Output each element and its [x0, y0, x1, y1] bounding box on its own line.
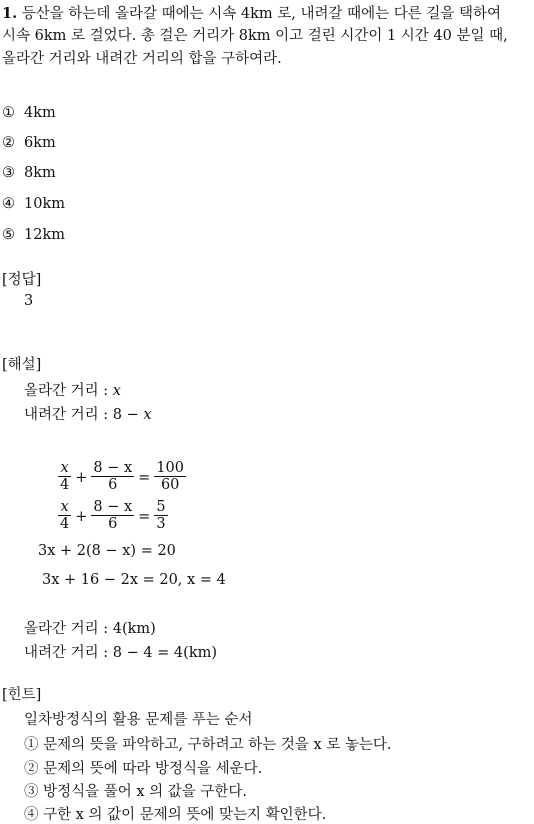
plus-sign: + [75, 508, 88, 525]
fraction: $\frac{x}{4}$ [60, 499, 70, 532]
choice-text: 8km [24, 165, 56, 181]
fraction: $\frac{8 - x}{6}$ [93, 499, 133, 532]
fraction: $\frac{5}{3}$ [156, 499, 166, 532]
answer-value: 3 [24, 293, 34, 309]
question-line-1 [2, 2, 501, 26]
hint-heading: [힌트] [2, 687, 42, 703]
choice-mark: ⑤ [2, 227, 15, 243]
plus-sign: + [75, 469, 88, 486]
choice-4[interactable] [2, 196, 65, 212]
choice-mark: ④ [2, 196, 15, 212]
explanation-heading: [해설] [2, 357, 42, 373]
equation-1 [58, 461, 186, 494]
up-distance-line [24, 379, 121, 400]
equals-sign: = [138, 508, 151, 525]
question-number: 1. [2, 5, 18, 22]
up-distance-label: 올라간 거리 : [24, 383, 113, 399]
choice-mark: ② [2, 135, 15, 151]
down-distance-label: 내려간 거리 : 8 − [24, 407, 144, 423]
hint-step-2: ② 문제의 뜻에 따라 방정식을 세운다. [24, 761, 263, 777]
equation-3: 3x + 2(8 − x) = 20 [38, 543, 176, 559]
choice-text: 6km [24, 135, 56, 151]
fraction: $\frac{x}{4}$ [60, 460, 70, 493]
result-down-distance: 내려간 거리 : 8 − 4 = 4(km) [24, 645, 218, 661]
answer-heading: [정답] [2, 272, 42, 288]
question-line-2: 시속 6km 로 걸었다. 총 걸은 거리가 8km 이고 걸린 시간이 1 시간 40 분일 때, [2, 28, 508, 44]
result-up-distance: 올라간 거리 : 4(km) [24, 621, 156, 637]
choice-1[interactable] [2, 105, 56, 121]
hint-title: 일차방정식의 활용 문제를 푸는 순서 [24, 712, 253, 728]
question-text-1: 등산을 하는데 올라갈 때에는 시속 4km 로, 내려갈 때에는 다른 길을 택하여 [21, 6, 502, 22]
down-distance-line [24, 403, 152, 424]
fraction: $\frac{8 - x}{6}$ [93, 460, 133, 493]
fraction: $\frac{100}{60}$ [156, 460, 185, 493]
equation-2 [58, 500, 168, 533]
hint-step-1: ① 문제의 뜻을 파악하고, 구하려고 하는 것을 x 로 놓는다. [24, 737, 392, 753]
question-line-3: 올라간 거리와 내려간 거리의 합을 구하여라. [2, 51, 282, 67]
choice-text: 10km [24, 196, 65, 212]
down-distance-var: x [143, 407, 152, 423]
up-distance-var: x [112, 383, 121, 399]
choice-text: 12km [24, 227, 65, 243]
hint-step-3: ③ 방정식을 풀어 x 의 값을 구한다. [24, 784, 248, 800]
equation-4: 3x + 16 − 2x = 20, x = 4 [42, 572, 226, 588]
choice-3[interactable] [2, 165, 56, 181]
hint-step-4: ④ 구한 x 의 값이 문제의 뜻에 맞는지 확인한다. [24, 807, 327, 823]
choice-mark: ③ [2, 165, 15, 181]
choice-text: 4km [24, 105, 56, 121]
choice-mark: ① [2, 105, 15, 121]
choice-5[interactable] [2, 227, 65, 243]
choice-2[interactable] [2, 135, 56, 151]
equals-sign: = [138, 469, 151, 486]
